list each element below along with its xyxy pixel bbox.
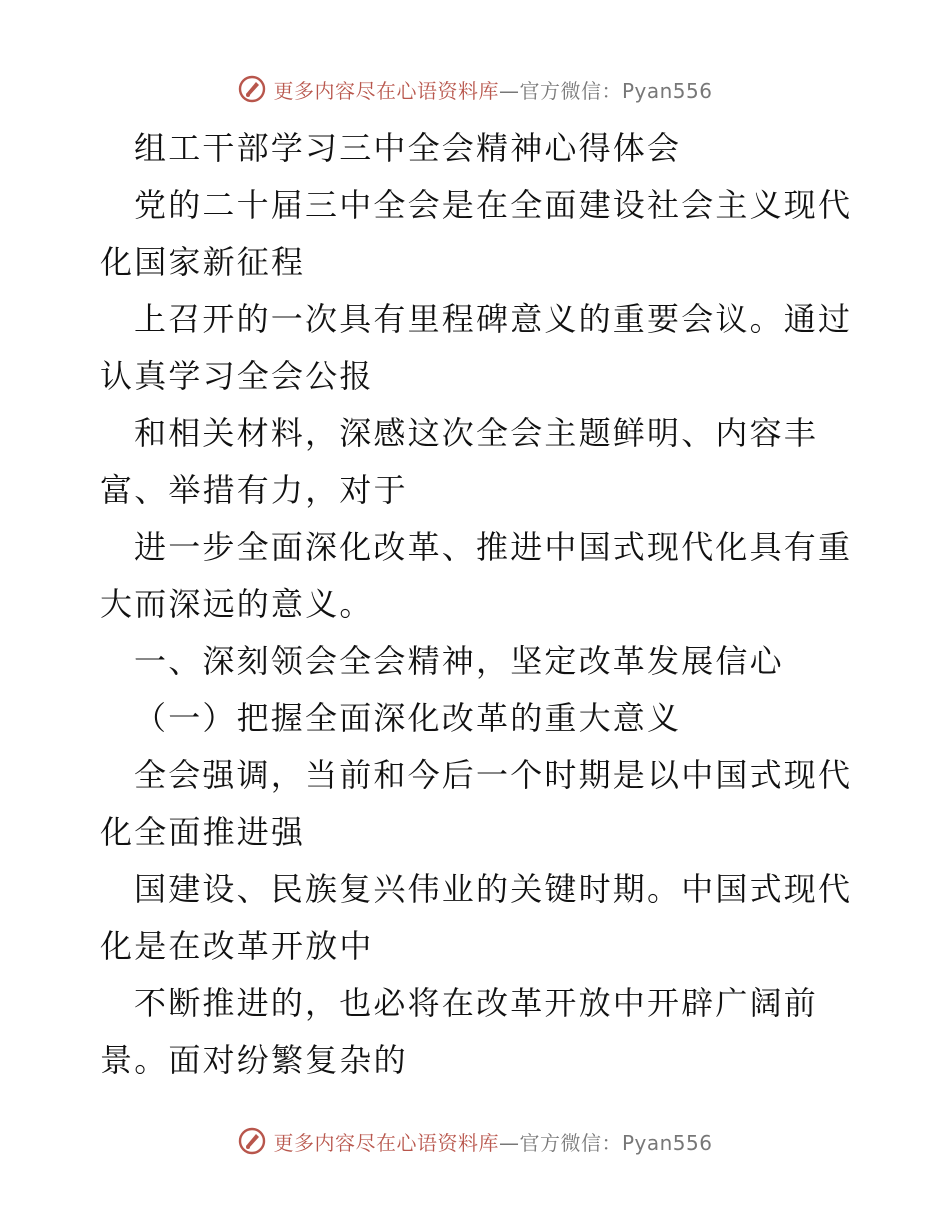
text-line: 化是在改革开放中	[100, 927, 374, 965]
brand-text: 更多内容尽在心语资料库	[273, 78, 499, 103]
footer-banner	[0, 1124, 950, 1158]
text-line: 认真学习全会公报	[100, 357, 374, 395]
header-banner	[0, 72, 950, 106]
banner-separator: —	[498, 1130, 520, 1155]
text-line: 国建设、民族复兴伟业的关键时期。中国式现代	[134, 870, 853, 908]
text-line: 全会强调，当前和今后一个时期是以中国式现代	[134, 756, 853, 794]
text-line: 进一步全面深化改革、推进中国式现代化具有重	[134, 528, 853, 566]
text-line: 一、深刻领会全会精神，坚定改革发展信心	[134, 642, 784, 680]
seal-logo-icon	[237, 1126, 267, 1156]
banner-separator: —	[498, 78, 520, 103]
text-line: 和相关材料，深感这次全会主题鲜明、内容丰	[134, 414, 819, 452]
text-line: 组工干部学习三中全会精神心得体会	[134, 129, 682, 167]
document-body	[100, 120, 860, 1089]
text-line: 大而深远的意义。	[100, 585, 374, 623]
banner-text	[273, 75, 712, 104]
official-wechat: 官方微信：Pyan556	[519, 1130, 713, 1155]
text-line: 景。面对纷繁复杂的	[100, 1041, 408, 1079]
text-line: （一）把握全面深化改革的重大意义	[134, 699, 682, 737]
official-wechat: 官方微信：Pyan556	[519, 78, 713, 103]
text-line: 化国家新征程	[100, 243, 306, 281]
text-line: 不断推进的，也必将在改革开放中开辟广阔前	[134, 984, 819, 1022]
seal-logo-icon	[237, 74, 267, 104]
text-line: 上召开的一次具有里程碑意义的重要会议。通过	[134, 300, 853, 338]
brand-text: 更多内容尽在心语资料库	[273, 1130, 499, 1155]
text-line: 党的二十届三中全会是在全面建设社会主义现代	[134, 186, 853, 224]
text-line: 富、举措有力，对于	[100, 471, 408, 509]
text-line: 化全面推进强	[100, 813, 306, 851]
banner-text	[273, 1127, 712, 1156]
